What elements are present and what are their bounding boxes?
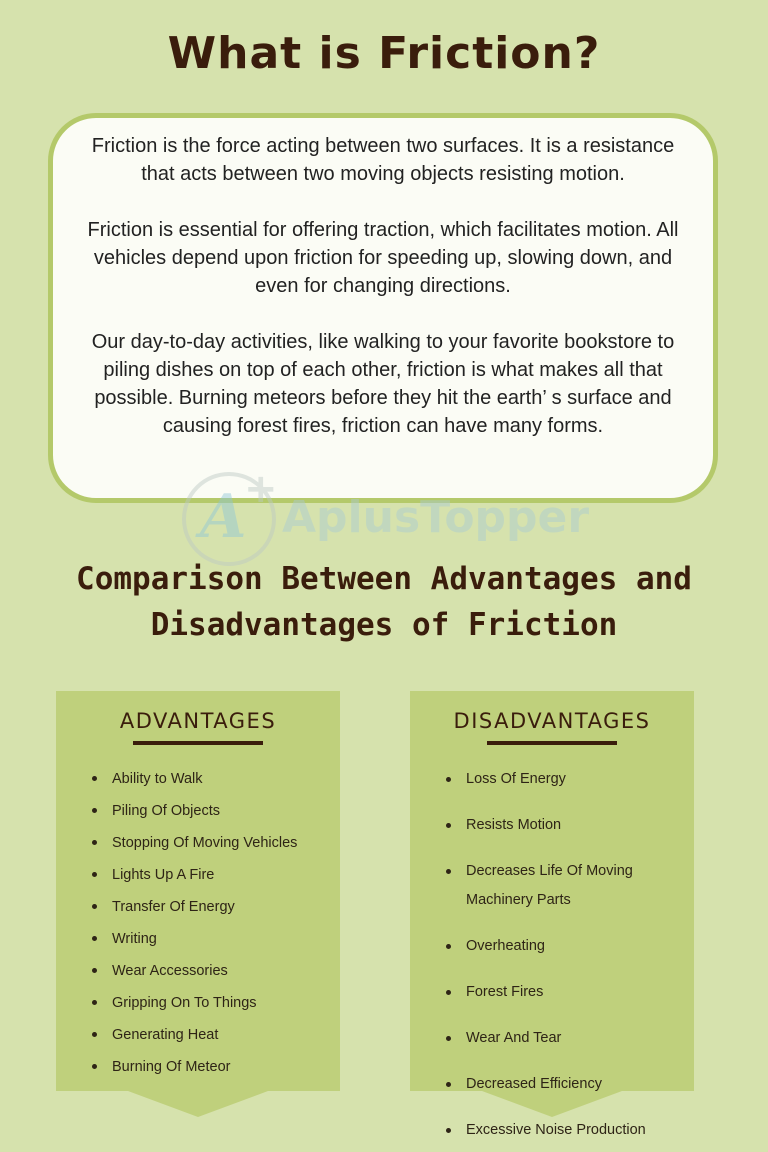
disadvantages-list [410, 765, 694, 1145]
disadvantage-item: Decreases Life Of Moving Machinery Parts [446, 857, 694, 915]
advantages-underline [133, 741, 263, 745]
disadvantages-underline [487, 741, 617, 745]
advantage-item: Wear Accessories [92, 961, 340, 993]
watermark-plus-icon: + [244, 466, 278, 512]
advantage-item: Writing [92, 929, 340, 961]
watermark-letter: A [200, 482, 247, 552]
watermark-text: AplusTopper [282, 492, 590, 543]
advantages-heading: ADVANTAGES [119, 709, 277, 733]
comparison-heading [0, 556, 768, 648]
page-title: What is Friction? [167, 28, 601, 79]
advantage-item: Gripping On To Things [92, 993, 340, 1025]
disadvantage-item: Wear And Tear [446, 1024, 694, 1053]
disadvantage-item: Excessive Noise Production [446, 1116, 694, 1145]
advantage-item: Lights Up A Fire [92, 865, 340, 897]
intro-paragraph-2: Friction is essential for offering traction, which facilitates motion. All vehicles depend upon friction for speeding up, slowing down, and even for changing directions. [87, 219, 679, 297]
advantages-list [56, 769, 340, 1089]
advantage-item: Ability to Walk [92, 769, 340, 801]
disadvantage-item: Forest Fires [446, 978, 694, 1007]
disadvantage-item: Resists Motion [446, 811, 694, 840]
disadvantage-item: Decreased Efficiency [446, 1070, 694, 1099]
advantage-item: Generating Heat [92, 1025, 340, 1057]
advantages-column [56, 691, 340, 1091]
disadvantages-heading: DISADVANTAGES [453, 709, 651, 733]
comparison-heading-line-1: Comparison Between Advantages and [76, 561, 692, 597]
intro-paragraph-1: Friction is the force acting between two surfaces. It is a resistance that acts between two moving objects resisting motion. [91, 135, 675, 185]
disadvantages-column [410, 691, 694, 1138]
advantage-item: Transfer Of Energy [92, 897, 340, 929]
advantage-item: Burning Of Meteor [92, 1057, 340, 1089]
definition-card [48, 113, 718, 503]
comparison-heading-line-2: Disadvantages of Friction [150, 607, 618, 643]
advantage-item: Stopping Of Moving Vehicles [92, 833, 340, 865]
disadvantage-item: Loss Of Energy [446, 765, 694, 794]
intro-paragraph-3: Our day-to-day activities, like walking to your favorite bookstore to piling dishes on top of each other, friction is what makes all that possible. Burning meteors before they hit the earth’ s surface and causing forest fires, friction can have many forms. [91, 331, 675, 437]
disadvantage-item: Overheating [446, 932, 694, 961]
advantage-item: Piling Of Objects [92, 801, 340, 833]
